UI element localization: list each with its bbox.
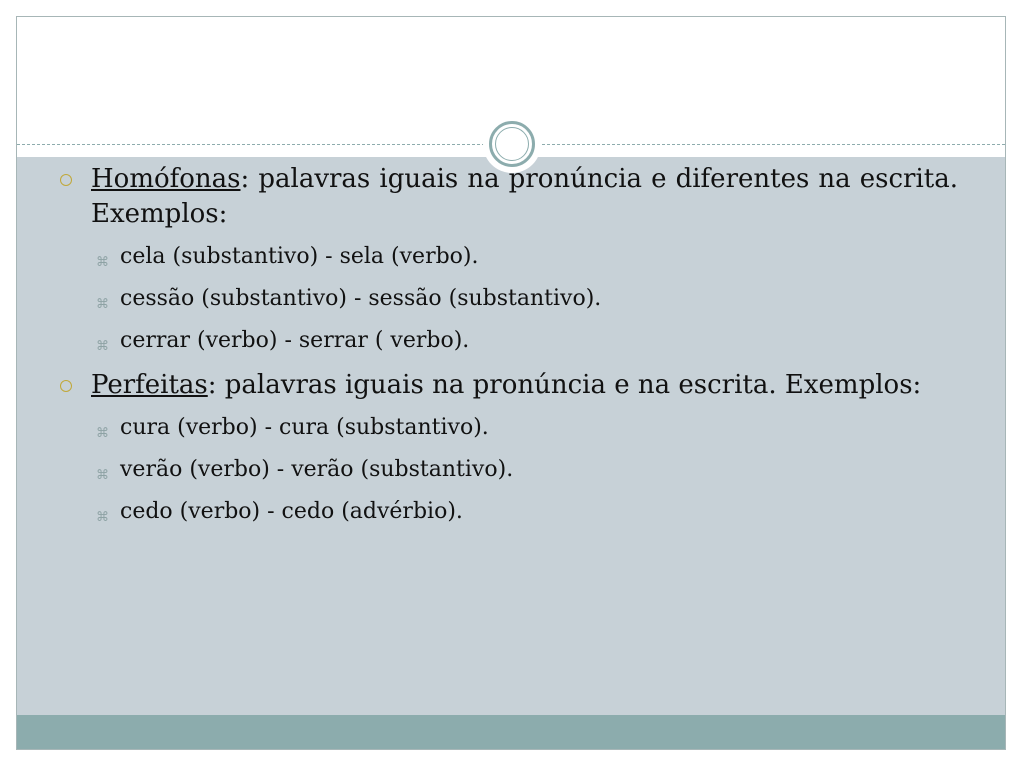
example-text: cedo (verbo) - cedo (advérbio). — [120, 499, 463, 524]
example-text: cura (verbo) - cura (substantivo). — [120, 415, 489, 440]
list-item — [58, 242, 958, 272]
term-homofonas: Homófonas — [91, 164, 241, 194]
list-item — [58, 284, 958, 314]
list-item — [58, 326, 958, 356]
circle-bullet-icon — [60, 380, 72, 392]
list-item-perfeitas — [58, 368, 958, 403]
example-text: verão (verbo) - verão (substantivo). — [120, 457, 514, 482]
footer-bar — [17, 715, 1005, 749]
cross-bullet-icon: ⌘ — [96, 339, 109, 354]
term-perfeitas: Perfeitas — [91, 370, 208, 400]
definition-perfeitas: : palavras iguais na pronúncia e na escrita. Exemplos: — [207, 370, 922, 400]
cross-bullet-icon: ⌘ — [96, 510, 109, 525]
cross-bullet-icon: ⌘ — [96, 297, 109, 312]
cross-bullet-icon: ⌘ — [96, 426, 109, 441]
list-item — [58, 455, 958, 485]
circle-bullet-icon — [60, 174, 72, 186]
cross-bullet-icon: ⌘ — [96, 468, 109, 483]
example-text: cerrar (verbo) - serrar ( verbo). — [120, 328, 470, 353]
list-item-homofonas — [58, 162, 958, 232]
example-text: cela (substantivo) - sela (verbo). — [120, 244, 479, 269]
cross-bullet-icon: ⌘ — [96, 255, 109, 270]
list-item — [58, 413, 958, 443]
definition-homofonas: : palavras iguais na pronúncia e diferentes na escrita. Exemplos: — [91, 164, 958, 229]
list-item — [58, 497, 958, 527]
bullet-list — [58, 162, 958, 539]
example-text: cessão (substantivo) - sessão (substantivo). — [120, 286, 602, 311]
